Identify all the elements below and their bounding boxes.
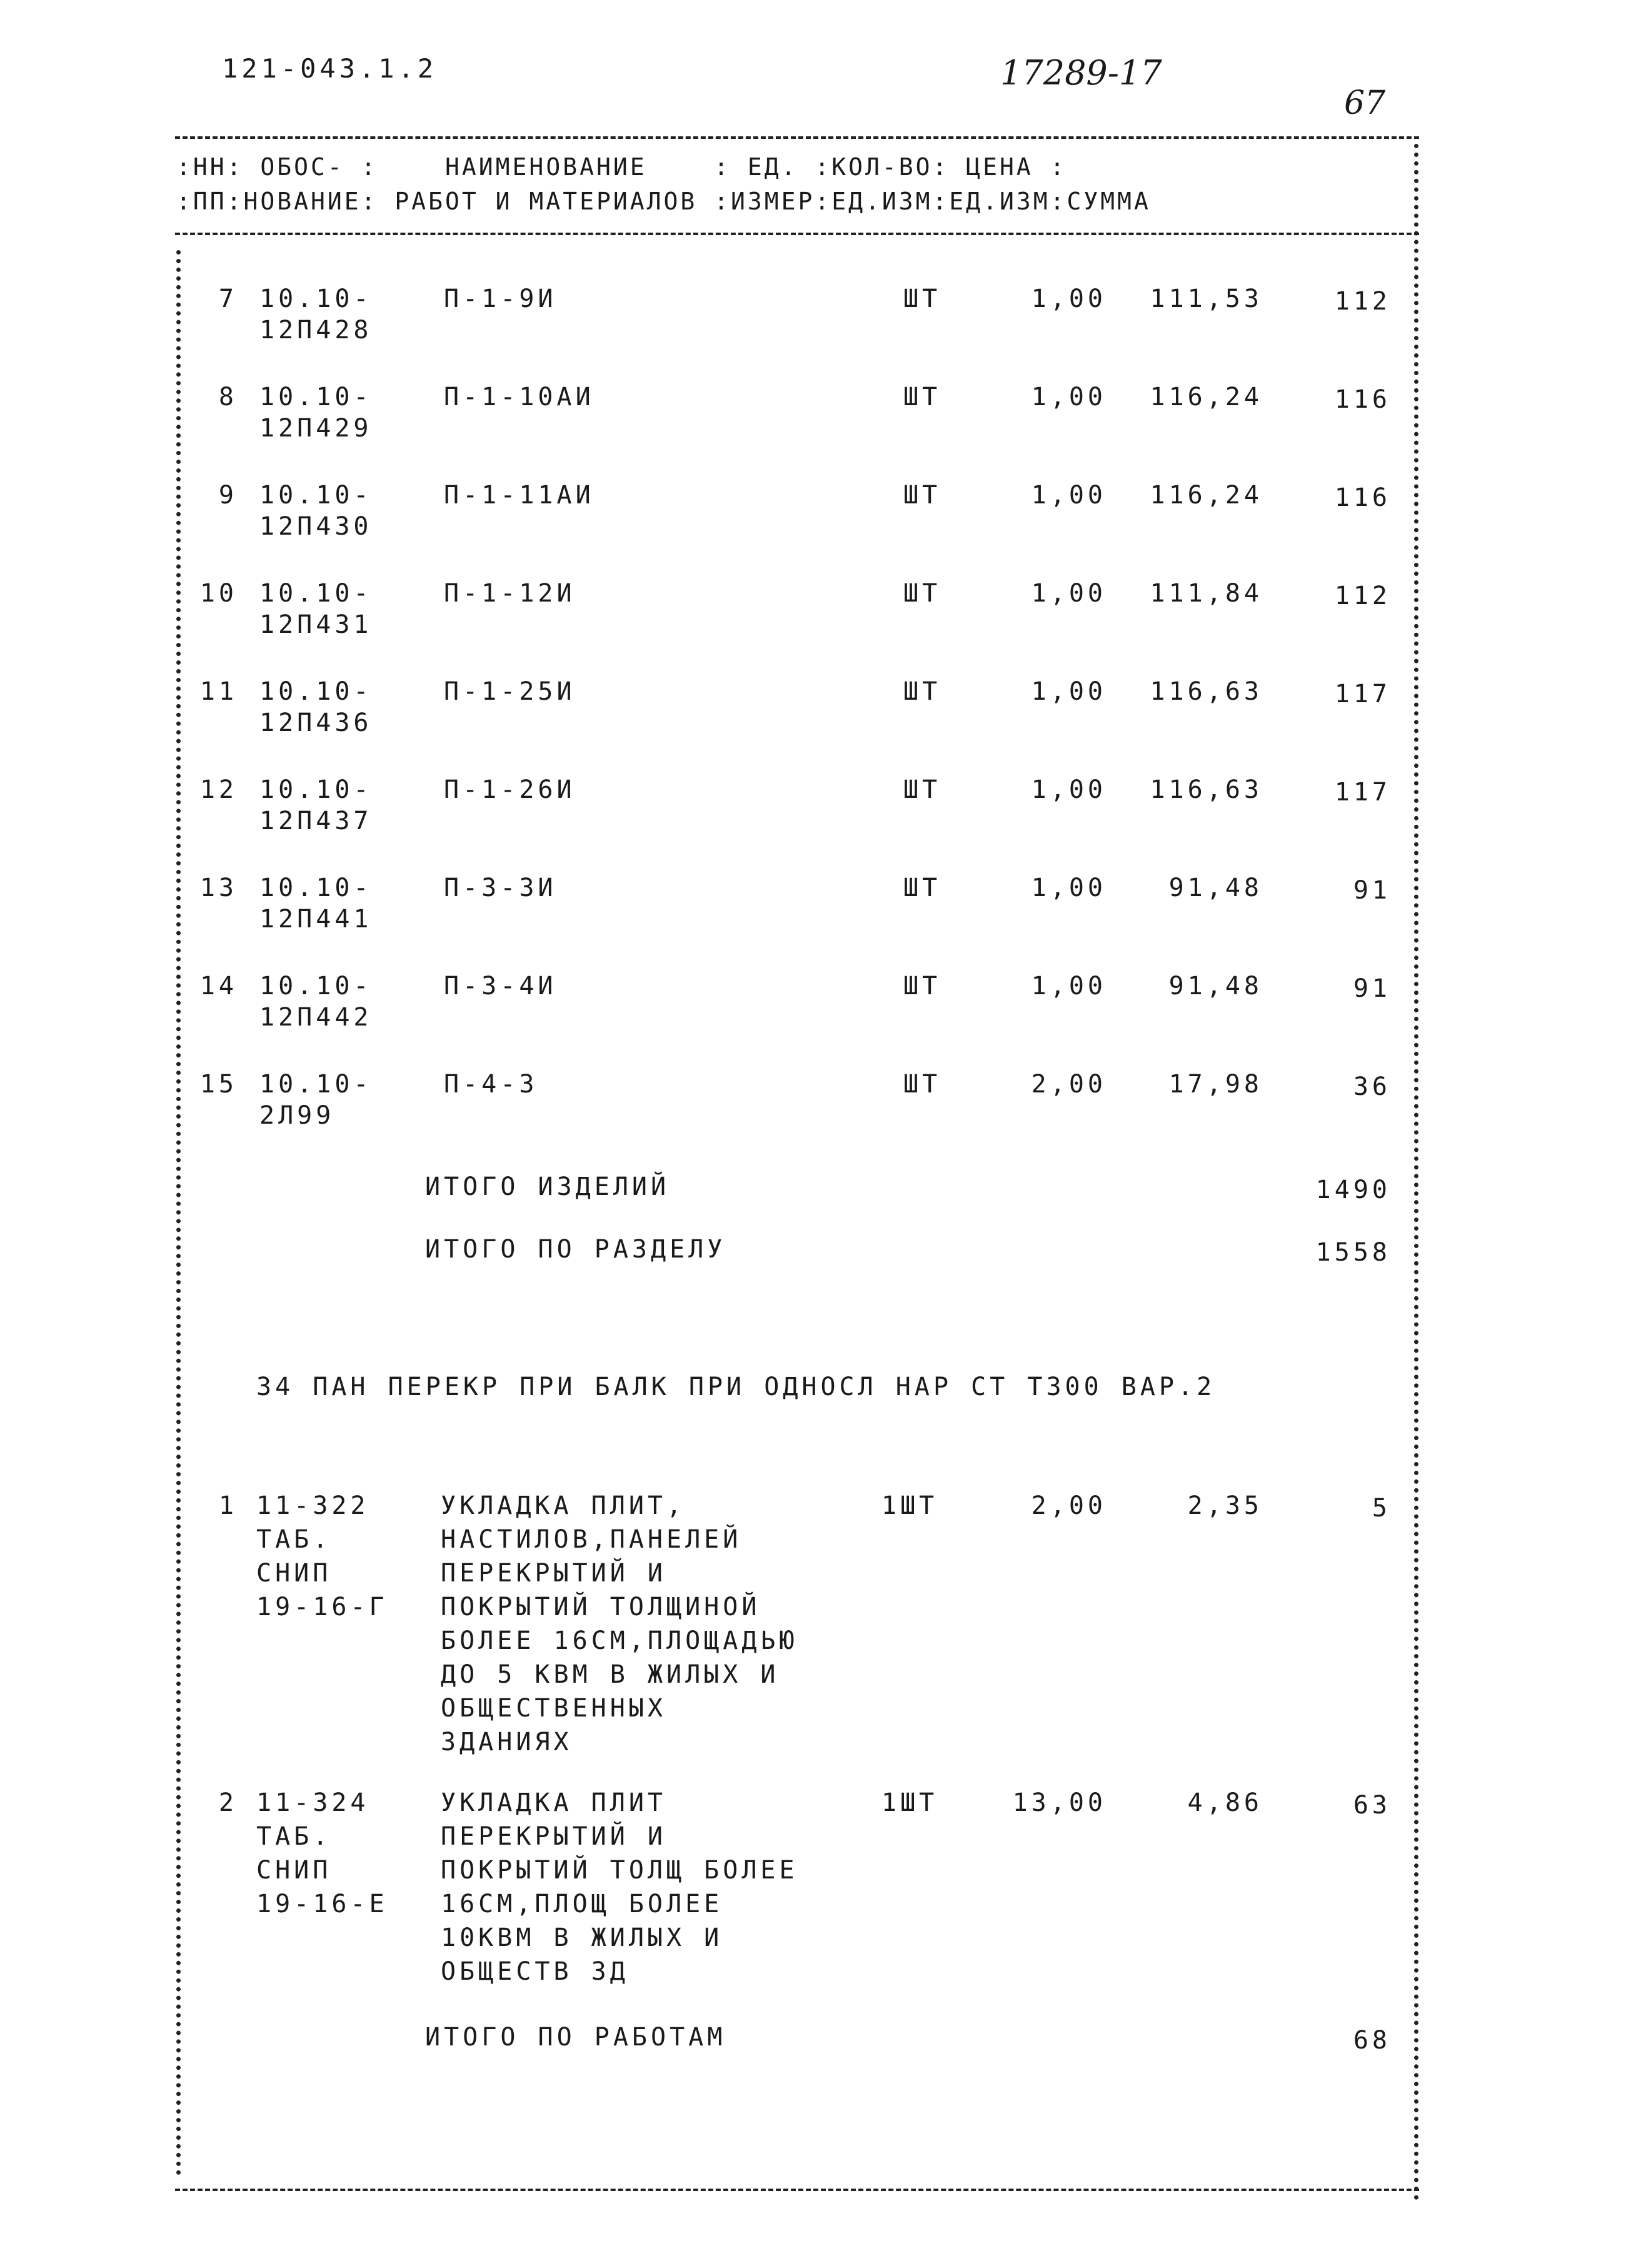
row-qty: 2,00 — [1031, 1070, 1107, 1099]
row-qty: 1,00 — [1031, 874, 1107, 902]
row-code-line1: 10.10- — [259, 874, 373, 902]
work-row-name-line: ПЕРЕКРЫТИЙ И — [441, 1559, 666, 1588]
work-row-sum: 5 — [1372, 1494, 1391, 1523]
row-price: 111,53 — [1150, 285, 1263, 313]
work-row-name-line: ДО 5 КВМ В ЖИЛЫХ И — [441, 1660, 780, 1689]
row-qty: 1,00 — [1031, 285, 1107, 313]
work-row-number: 2 — [218, 1788, 238, 1817]
row-name: П-1-9И — [444, 285, 557, 313]
row-unit: ШТ — [903, 579, 941, 608]
row-sum: 112 — [1334, 582, 1391, 610]
work-row-name-line: ОБЩЕСТВ ЗД — [441, 1957, 629, 1986]
row-number: 11 — [199, 677, 238, 706]
work-row-code-line: 19-16-Г — [256, 1593, 388, 1621]
row-unit: ШТ — [903, 1070, 941, 1099]
row-qty: 1,00 — [1031, 579, 1107, 608]
work-row-name-line: БОЛЕЕ 16СМ,ПЛОЩАДЬЮ — [441, 1626, 798, 1655]
header-row-1: :НН: ОБОС- : НАИМЕНОВАНИЕ : ЕД. :КОЛ-ВО: ЦЕНА : — [176, 153, 1067, 181]
row-code-line1: 10.10- — [259, 481, 373, 510]
row-number: 10 — [199, 579, 238, 608]
row-code-line2: 12П430 — [259, 512, 373, 541]
work-row-name-line: ОБЩЕСТВЕННЫХ — [441, 1694, 666, 1723]
row-code-line2: 2Л99 — [259, 1101, 335, 1130]
header-row-2: :ПП:НОВАНИЕ: РАБОТ И МАТЕРИАЛОВ :ИЗМЕР:ЕД.ИЗМ:ЕД.ИЗМ:СУММА — [176, 188, 1151, 215]
row-unit: ШТ — [903, 972, 941, 1000]
work-row-code-line: СНИП — [256, 1559, 332, 1588]
work-row-qty: 2,00 — [1031, 1491, 1107, 1520]
doc-code: 121-043.1.2 — [222, 53, 438, 84]
work-row-number: 1 — [218, 1491, 238, 1520]
row-number: 15 — [199, 1070, 238, 1099]
row-qty: 1,00 — [1031, 677, 1107, 706]
row-sum: 117 — [1334, 778, 1391, 807]
work-row-code-line: СНИП — [256, 1856, 332, 1885]
bottom-border-line — [175, 2189, 1419, 2191]
row-unit: ШТ — [903, 677, 941, 706]
total-section-label: ИТОГО ПО РАЗДЕЛУ — [425, 1235, 726, 1264]
total-works-label: ИТОГО ПО РАБОТАМ — [425, 2023, 726, 2052]
work-row-code-line: 11-322 — [256, 1491, 369, 1520]
row-name: П-1-11АИ — [444, 481, 595, 510]
row-number: 14 — [199, 972, 238, 1000]
row-code-line2: 12П431 — [259, 610, 373, 639]
row-code-line1: 10.10- — [259, 677, 373, 706]
work-row-name-line: ПЕРЕКРЫТИЙ И — [441, 1822, 666, 1851]
row-unit: ШТ — [903, 383, 941, 411]
row-number: 7 — [218, 285, 238, 313]
row-sum: 112 — [1334, 287, 1391, 316]
total-works-value: 68 — [1353, 2026, 1391, 2055]
row-name: П-3-4И — [444, 972, 557, 1000]
row-code-line2: 12П441 — [259, 905, 373, 934]
top-border-line — [175, 136, 1419, 139]
row-sum: 91 — [1353, 876, 1391, 905]
work-row-code-line: ТАБ. — [256, 1822, 332, 1851]
row-sum: 116 — [1334, 483, 1391, 512]
row-price: 116,24 — [1150, 383, 1263, 411]
row-code-line1: 10.10- — [259, 383, 373, 411]
row-unit: ШТ — [903, 874, 941, 902]
work-row-code-line: ТАБ. — [256, 1525, 332, 1554]
work-row-name-line: УКЛАДКА ПЛИТ, — [441, 1491, 686, 1520]
section-title: 34 ПАН ПЕРЕКР ПРИ БАЛК ПРИ ОДНОСЛ НАР СТ Т300 ВАР.2 — [256, 1373, 1216, 1401]
row-sum: 36 — [1353, 1072, 1391, 1101]
right-border-dots — [1414, 144, 1418, 2201]
row-code-line2: 12П429 — [259, 414, 373, 443]
total-section-value: 1558 — [1315, 1238, 1391, 1267]
handwritten-number: 17289-17 — [1000, 53, 1162, 93]
row-qty: 1,00 — [1031, 972, 1107, 1000]
header-separator-line — [175, 233, 1419, 235]
row-name: П-4-3 — [444, 1070, 538, 1099]
work-row-price: 2,35 — [1187, 1491, 1263, 1520]
work-row-name-line: ПОКРЫТИЙ ТОЛЩ БОЛЕЕ — [441, 1856, 798, 1885]
row-price: 116,63 — [1150, 677, 1263, 706]
work-row-name-line: ЗДАНИЯХ — [441, 1728, 573, 1756]
row-name: П-1-25И — [444, 677, 576, 706]
row-price: 116,24 — [1150, 481, 1263, 510]
row-unit: ШТ — [903, 775, 941, 804]
row-code-line2: 12П442 — [259, 1003, 373, 1032]
row-name: П-1-26И — [444, 775, 576, 804]
row-qty: 1,00 — [1031, 481, 1107, 510]
row-code-line1: 10.10- — [259, 775, 373, 804]
row-code-line1: 10.10- — [259, 972, 373, 1000]
row-name: П-3-3И — [444, 874, 557, 902]
work-row-unit: 1ШТ — [881, 1491, 938, 1520]
row-name: П-1-12И — [444, 579, 576, 608]
row-number: 12 — [199, 775, 238, 804]
row-number: 13 — [199, 874, 238, 902]
row-code-line2: 12П428 — [259, 316, 373, 345]
row-unit: ШТ — [903, 285, 941, 313]
row-qty: 1,00 — [1031, 775, 1107, 804]
page-number: 67 — [1344, 84, 1386, 122]
row-unit: ШТ — [903, 481, 941, 510]
work-row-code-line: 19-16-Е — [256, 1890, 388, 1918]
total-products-value: 1490 — [1315, 1176, 1391, 1204]
row-price: 17,98 — [1168, 1070, 1263, 1099]
work-row-name-line: НАСТИЛОВ,ПАНЕЛЕЙ — [441, 1525, 742, 1554]
row-code-line1: 10.10- — [259, 285, 373, 313]
row-sum: 116 — [1334, 385, 1391, 414]
row-price: 116,63 — [1150, 775, 1263, 804]
work-row-unit: 1ШТ — [881, 1788, 938, 1817]
work-row-sum: 63 — [1353, 1791, 1391, 1820]
row-code-line2: 12П437 — [259, 807, 373, 835]
row-name: П-1-10АИ — [444, 383, 595, 411]
work-row-qty: 13,00 — [1012, 1788, 1107, 1817]
row-code-line1: 10.10- — [259, 1070, 373, 1099]
row-price: 111,84 — [1150, 579, 1263, 608]
row-code-line1: 10.10- — [259, 579, 373, 608]
row-code-line2: 12П436 — [259, 708, 373, 737]
work-row-name-line: 16СМ,ПЛОЩ БОЛЕЕ — [441, 1890, 723, 1918]
row-sum: 91 — [1353, 974, 1391, 1003]
total-products-label: ИТОГО ИЗДЕЛИЙ — [425, 1172, 670, 1201]
work-row-code-line: 11-324 — [256, 1788, 369, 1817]
row-price: 91,48 — [1168, 874, 1263, 902]
row-number: 8 — [218, 383, 238, 411]
work-row-name-line: ПОКРЫТИЙ ТОЛЩИНОЙ — [441, 1593, 761, 1621]
work-row-price: 4,86 — [1187, 1788, 1263, 1817]
work-row-name-line: УКЛАДКА ПЛИТ — [441, 1788, 666, 1817]
row-number: 9 — [218, 481, 238, 510]
row-qty: 1,00 — [1031, 383, 1107, 411]
row-price: 91,48 — [1168, 972, 1263, 1000]
work-row-name-line: 10КВМ В ЖИЛЫХ И — [441, 1923, 723, 1952]
left-border-dots — [176, 250, 181, 2176]
row-sum: 117 — [1334, 680, 1391, 708]
